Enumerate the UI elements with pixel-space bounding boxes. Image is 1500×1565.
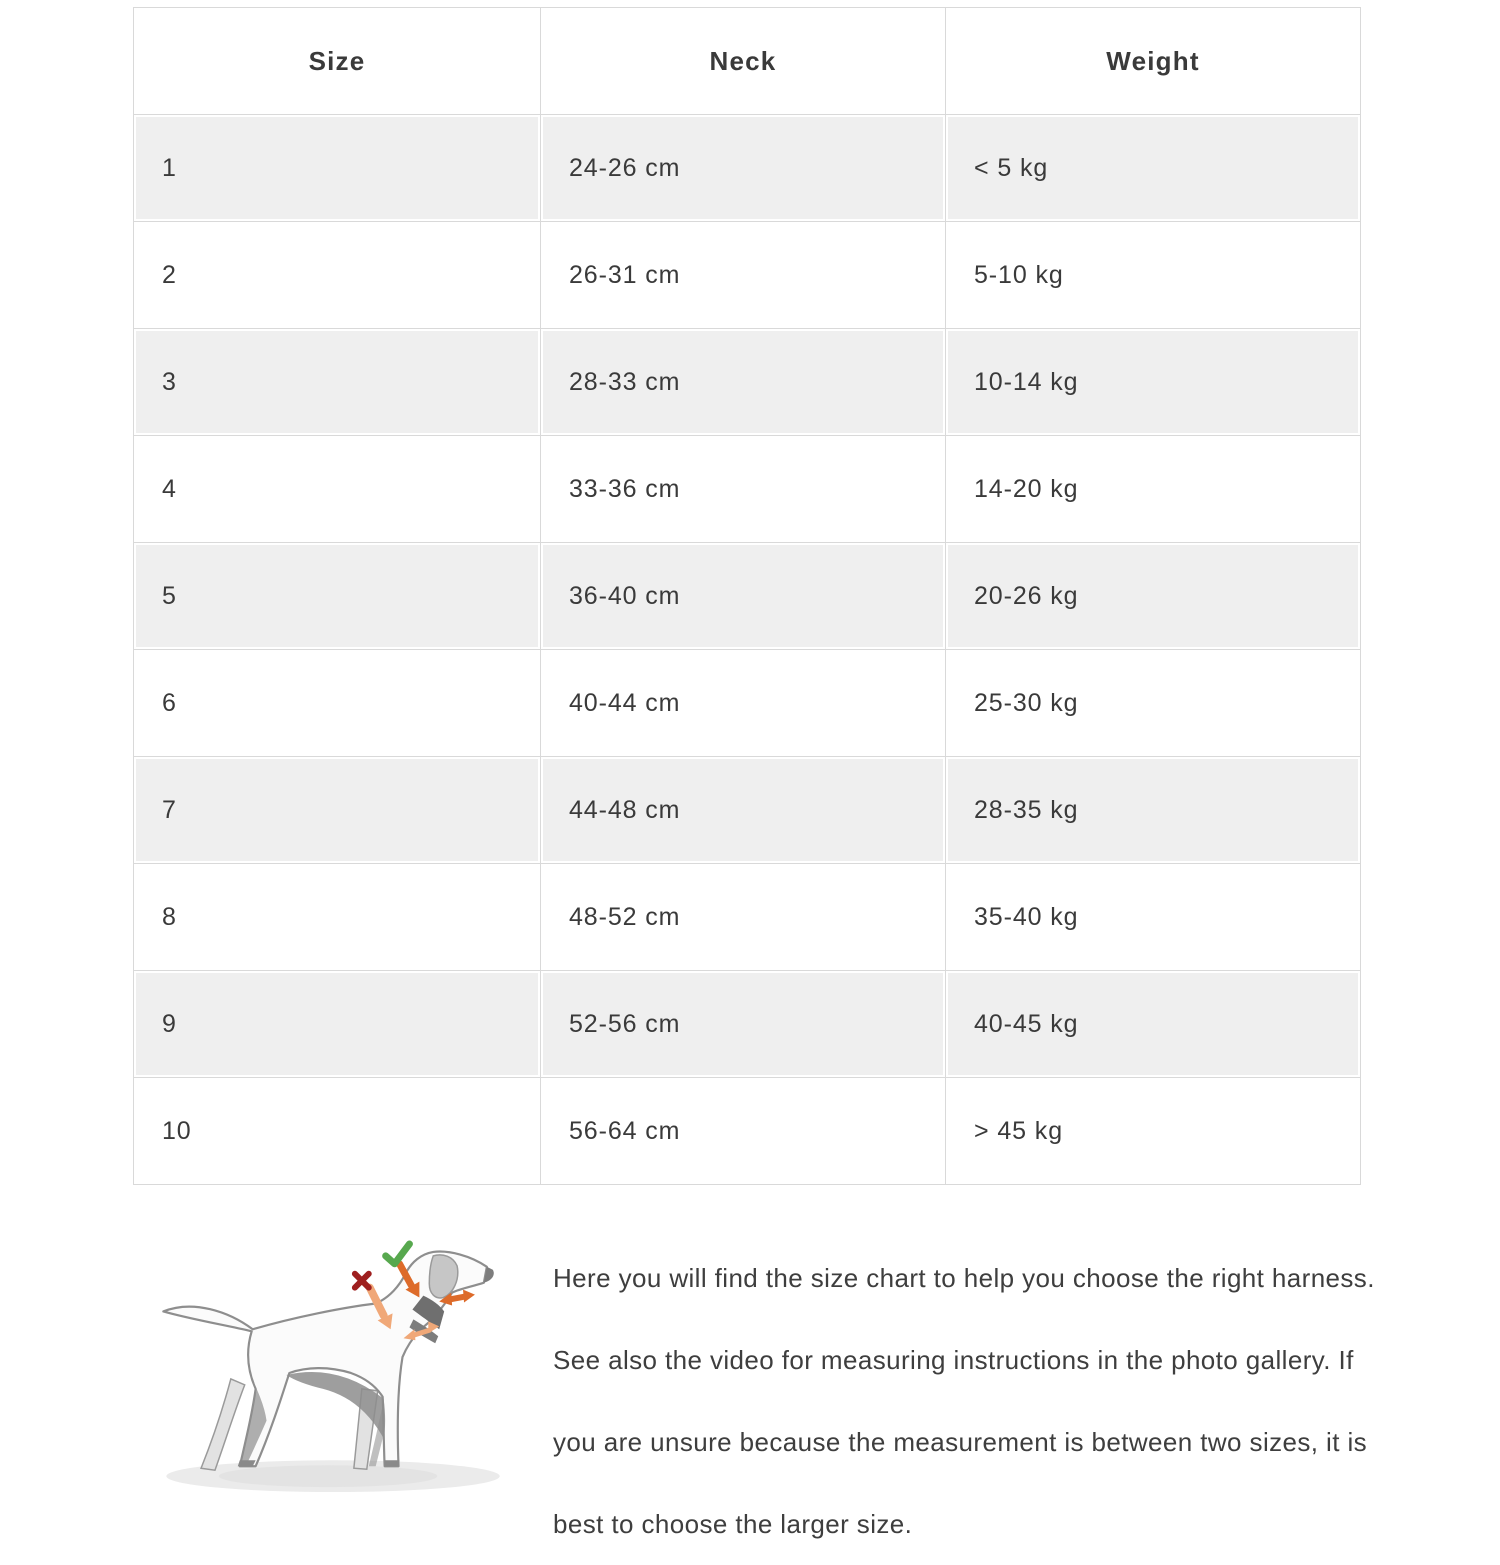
weight-cell: 5-10 kg [946,222,1361,329]
table-row [134,543,1361,650]
weight-cell: 40-45 kg [946,971,1361,1078]
neck-cell: 24-26 cm [541,115,946,222]
size-chart-table [133,7,1361,1185]
dog-far-hind-leg [201,1379,245,1470]
size-cell: 6 [134,650,541,757]
size-cell: 9 [134,971,541,1078]
weight-cell: 20-26 kg [946,543,1361,650]
weight-cell: > 45 kg [946,1078,1361,1185]
neck-cell: 44-48 cm [541,757,946,864]
size-cell: 5 [134,543,541,650]
table-row [134,864,1361,971]
neck-cell: 36-40 cm [541,543,946,650]
dog-foot [238,1460,256,1466]
weight-cell: 14-20 kg [946,436,1361,543]
neck-cell: 48-52 cm [541,864,946,971]
table-row [134,757,1361,864]
neck-cell: 52-56 cm [541,971,946,1078]
size-cell: 2 [134,222,541,329]
dog-measuring-illustration [148,1240,528,1498]
header-weight: Weight [946,8,1361,115]
table-row [134,222,1361,329]
header-neck: Neck [541,8,946,115]
table-row [134,1078,1361,1185]
size-cell: 10 [134,1078,541,1185]
table-row [134,436,1361,543]
size-cell: 3 [134,329,541,436]
weight-cell: < 5 kg [946,115,1361,222]
dog-foot [385,1460,400,1466]
table-header-row [134,8,1361,115]
neck-cell: 28-33 cm [541,329,946,436]
table-row [134,115,1361,222]
size-cell: 7 [134,757,541,864]
size-cell: 8 [134,864,541,971]
size-chart-description: Here you will find the size chart to help you choose the right harness. See also the video for measuring instructions in the photo gallery. If you are unsure because the measurement is between two sizes, it is best to choose the larger size. [553,1263,1375,1539]
table-row [134,650,1361,757]
weight-cell: 35-40 kg [946,864,1361,971]
header-size: Size [134,8,541,115]
neck-cell: 33-36 cm [541,436,946,543]
neck-cell: 56-64 cm [541,1078,946,1185]
neck-cell: 26-31 cm [541,222,946,329]
table-row [134,329,1361,436]
red-x-icon [355,1274,369,1288]
weight-cell: 28-35 kg [946,757,1361,864]
green-check-icon [386,1244,410,1264]
weight-cell: 10-14 kg [946,329,1361,436]
size-cell: 1 [134,115,541,222]
neck-cell: 40-44 cm [541,650,946,757]
size-cell: 4 [134,436,541,543]
table-row [134,971,1361,1078]
weight-cell: 25-30 kg [946,650,1361,757]
